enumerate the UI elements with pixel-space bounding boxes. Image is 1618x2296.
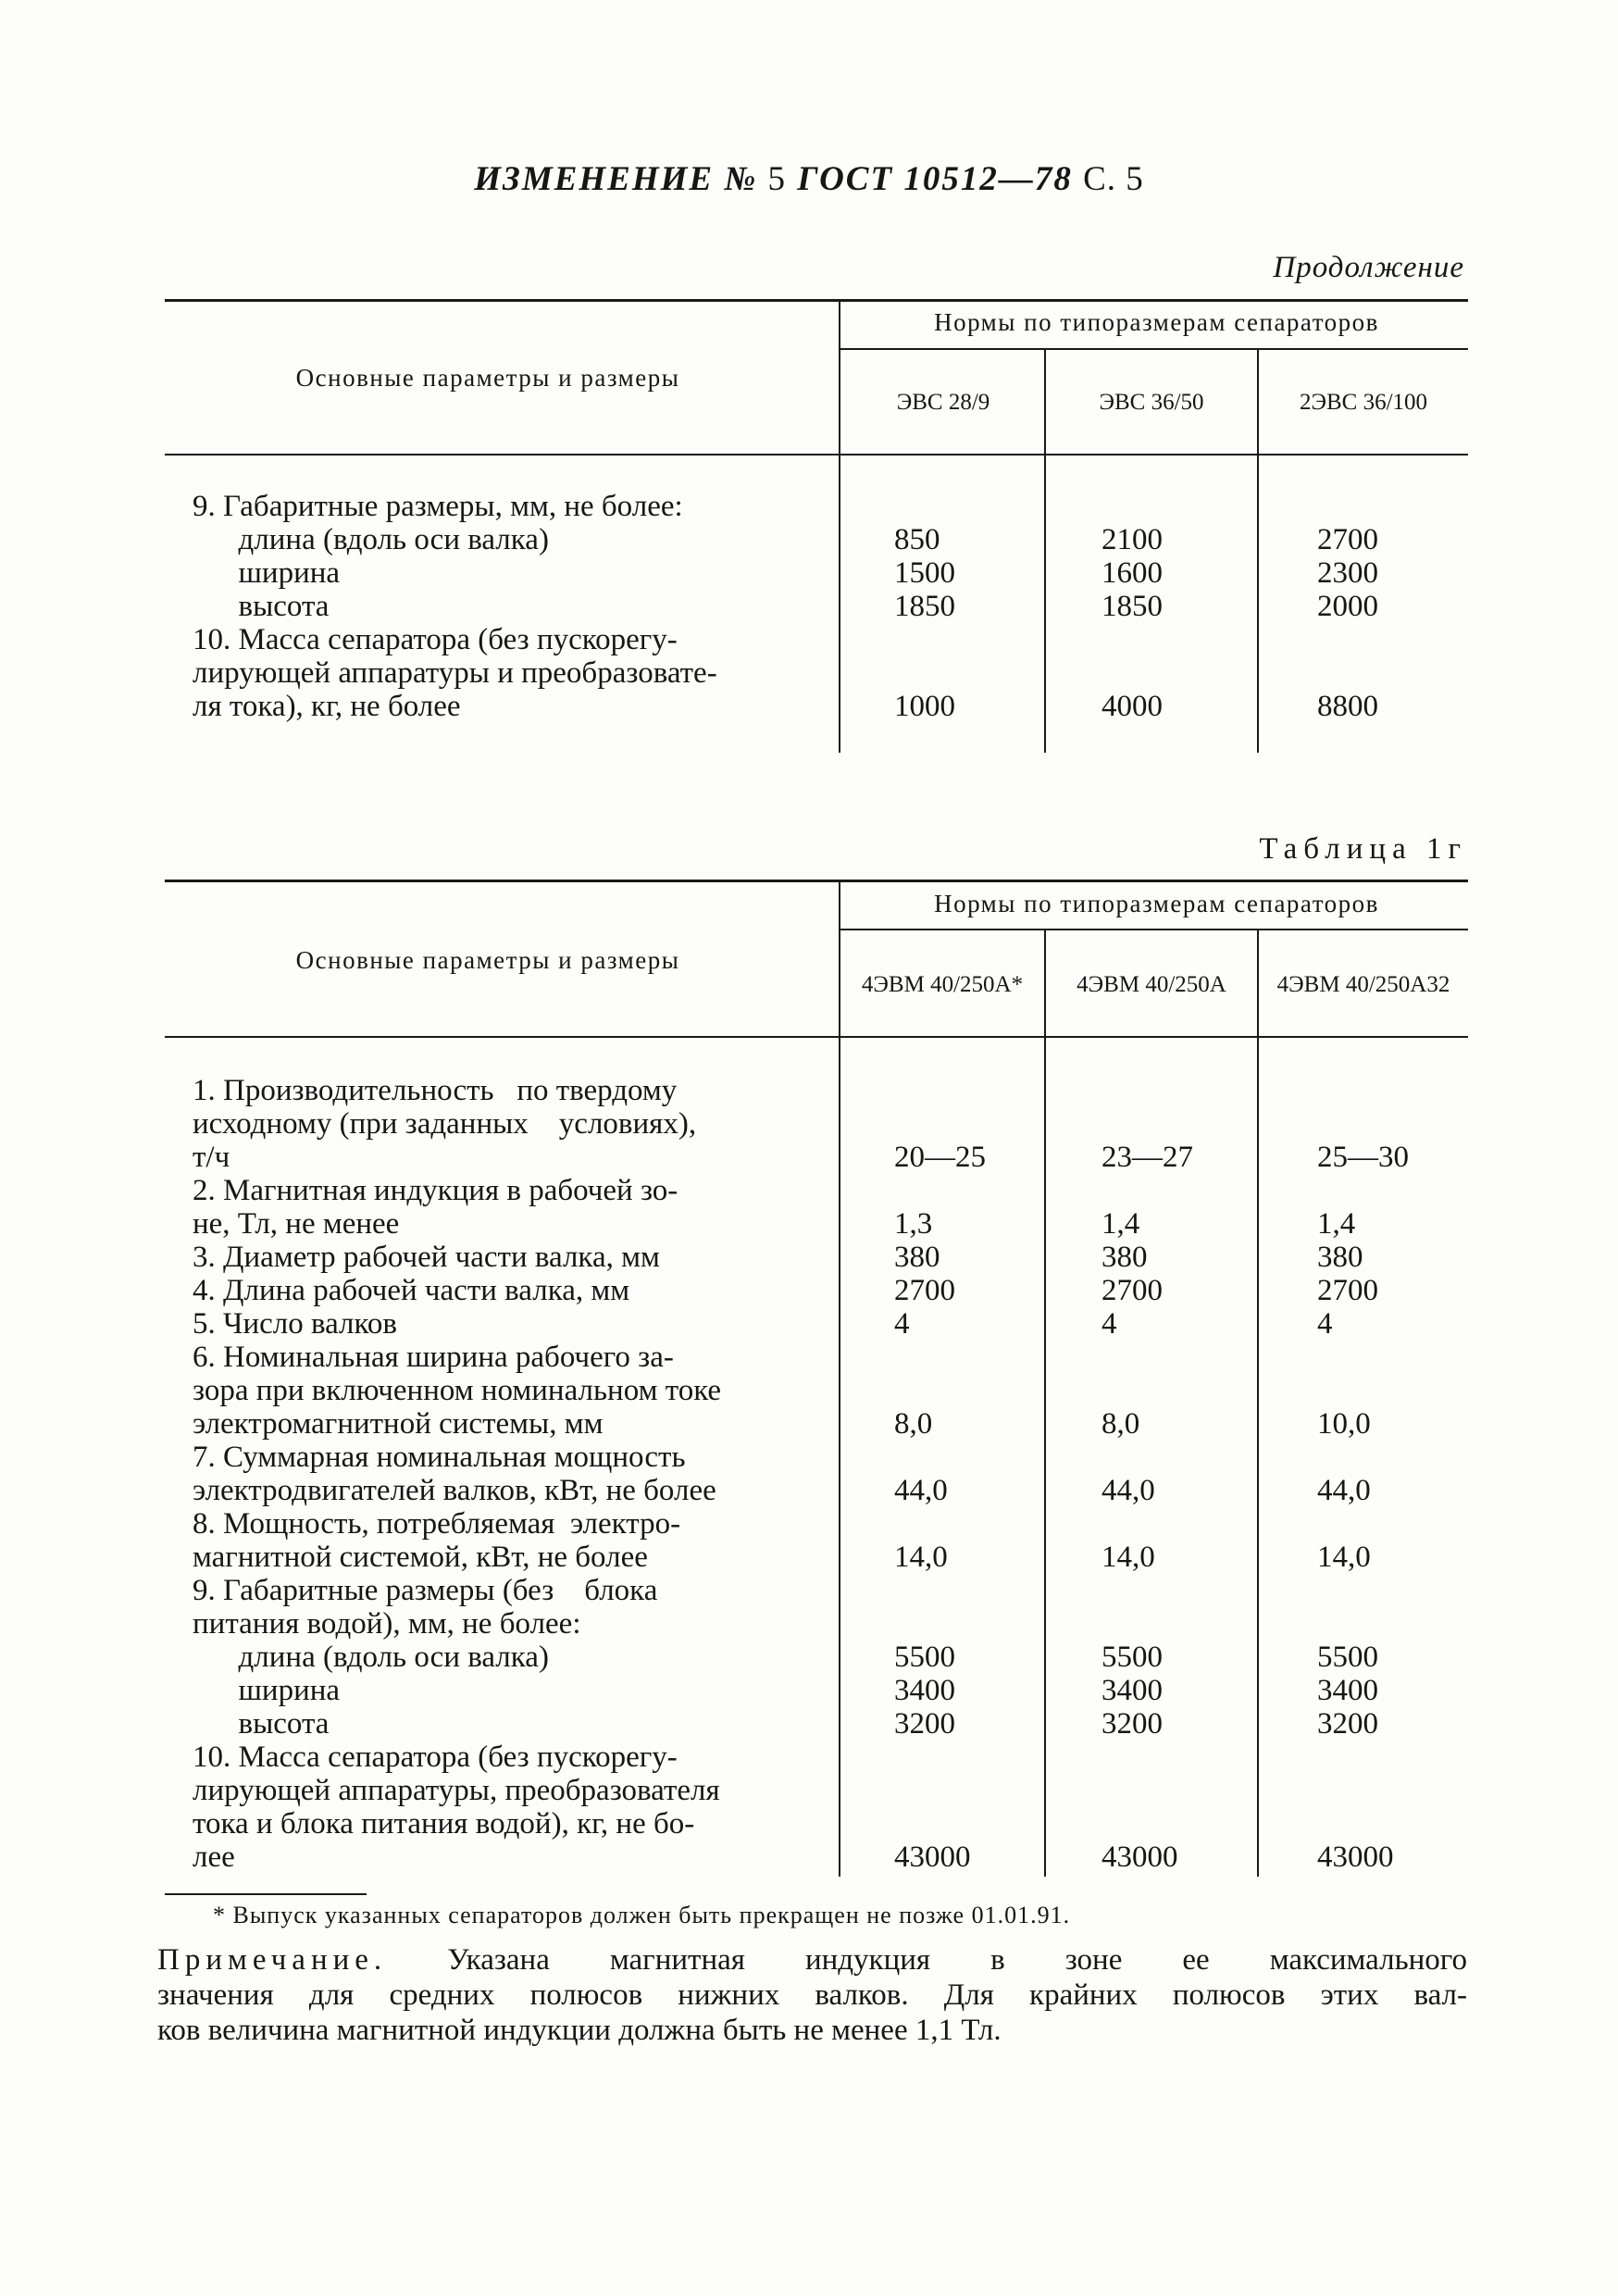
footnote: * Выпуск указанных сепараторов должен быть прекращен не позже 01.01.91.	[213, 1902, 1071, 1928]
t1g-values-2: 23—27 1,4 380 2700 4 8,0 44,0 14,0 5500 3400 3200 43000	[1101, 1141, 1193, 1874]
t1g-divider-main	[839, 881, 840, 1877]
t1g-values-3: 25—30 1,4 380 2700 4 10,0 44,0 14,0 5500 3400 3200 43000	[1317, 1141, 1409, 1874]
cont-norms-header: Нормы по типоразмерам сепараторов	[934, 308, 1379, 336]
t1g-divider-1	[1044, 930, 1046, 1877]
t1g-values-1: 20—25 1,3 380 2700 4 8,0 44,0 14,0 5500 3400 3200 43000	[894, 1141, 986, 1874]
cont-col-header-3: 2ЭВС 36/100	[1299, 390, 1428, 415]
cont-param-header: Основные параметры и размеры	[295, 364, 680, 392]
cont-divider-main	[839, 301, 840, 753]
cont-col-header-2: ЭВС 36/50	[1099, 390, 1204, 415]
t1g-header-rule	[165, 1036, 1468, 1038]
note-line-1	[157, 1942, 1467, 1978]
note-label: Примечание.	[157, 1943, 388, 1977]
cont-norms-rule	[840, 348, 1468, 350]
cont-values-3: 2700 2300 2000 8800	[1317, 523, 1378, 723]
t1g-divider-2	[1257, 930, 1259, 1877]
t1g-param-header: Основные параметры и размеры	[295, 946, 680, 974]
cont-values-2: 2100 1600 1850 4000	[1101, 523, 1163, 723]
cont-param-text: 9. Габаритные размеры, мм, не более: длина (вдоль оси валка) ширина высота 10. Масса сепаратора (без пускорегу- лирующей аппаратуры и преобразовате- ля тока), кг, не более	[193, 490, 717, 723]
title-page: С. 5	[1083, 160, 1144, 198]
t1g-param-text: 1. Производительность по твердому исходному (при заданных условиях), т/ч 2. Магнитная индукция в рабочей зо- не, Тл, не менее 3. Диаметр рабочей части валка, мм 4. Длина рабочей части валка, мм 5. Число валков 6. Номинальная ширина рабочего за- зора при включенном номинальном токе электромагнитной системы, мм 7. Суммарная номинальная мощность электродвигателей валков, кВт, не более 8. Мощность, потребляемая электро- магнитной системой, кВт, не более 9. Габаритные размеры (без блока питания водой), мм, не более: длина (вдоль оси валка) ширина высота 10. Масса сепаратора (без пускорегу- лирующей аппаратуры, преобразователя тока и блока питания водой), кг, не бо- лее	[193, 1074, 722, 1874]
note	[157, 1942, 1467, 2048]
cont-values-1: 850 1500 1850 1000	[894, 523, 955, 723]
t1g-norms-header: Нормы по типоразмерам сепараторов	[934, 890, 1379, 917]
t1g-col-header-1: 4ЭВМ 40/250А*	[861, 972, 1024, 997]
t1g-top-rule	[165, 880, 1468, 882]
table-1g-caption: Таблица 1г	[1259, 832, 1467, 866]
cont-top-rule	[165, 299, 1468, 302]
page-title	[0, 159, 1618, 199]
continuation-caption: Продолжение	[1273, 251, 1464, 284]
footnote-rule	[165, 1893, 367, 1895]
title-gost: ГОСТ 10512—78	[797, 160, 1073, 198]
note-line-2: значения для средних полюсов нижних валков. Для крайних полюсов этих вал-	[157, 1978, 1467, 2012]
t1g-col-header-3: 4ЭВМ 40/250А32	[1276, 972, 1450, 997]
cont-col-header-1: ЭВС 28/9	[896, 390, 990, 415]
note-line-1-text: Указана магнитная индукция в зоне ее максимального	[447, 1943, 1467, 1977]
title-main: ИЗМЕНЕНИЕ №	[474, 160, 758, 198]
title-number: 5	[767, 160, 787, 198]
t1g-norms-rule	[840, 929, 1468, 930]
cont-header-rule	[165, 454, 1468, 455]
t1g-col-header-2: 4ЭВМ 40/250А	[1077, 972, 1226, 997]
note-line-3: ков величина магнитной индукции должна быть не менее 1,1 Тл.	[157, 2014, 1002, 2047]
